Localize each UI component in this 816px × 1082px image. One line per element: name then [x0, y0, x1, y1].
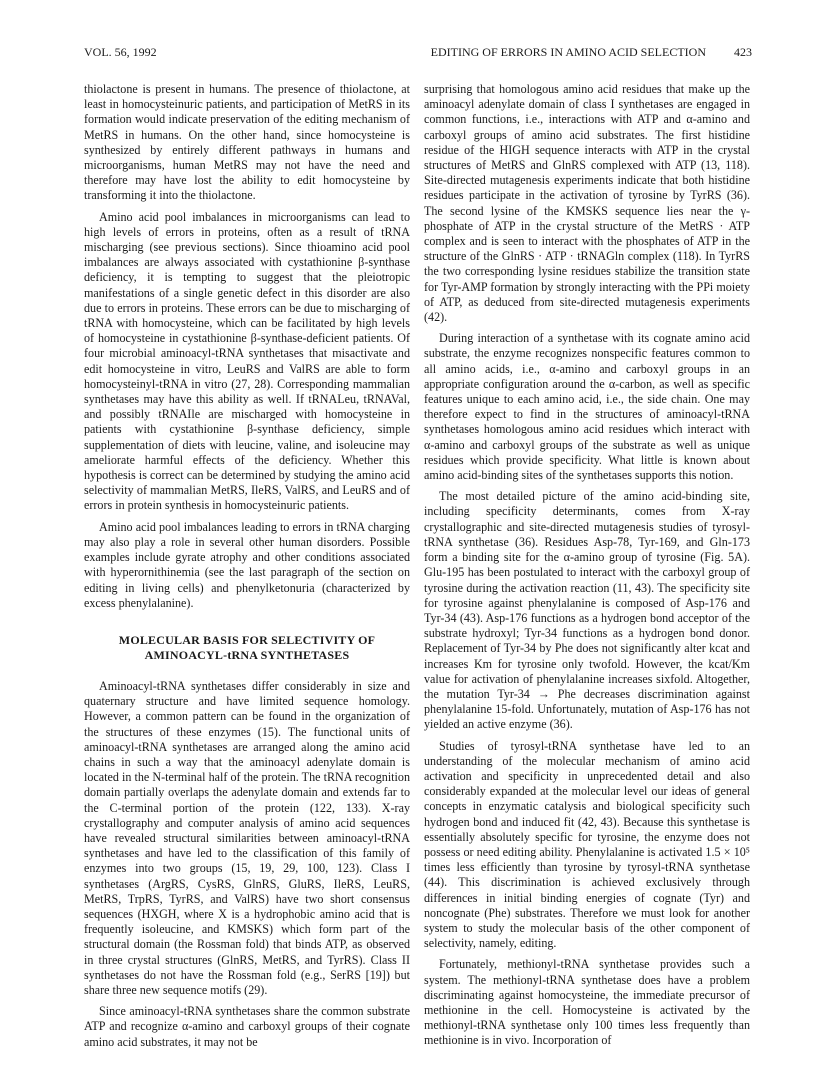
right-column [424, 82, 750, 1055]
paragraph: Amino acid pool imbalances leading to errors in tRNA charging may also play a role in several other human disorders. Possible examples include gyrate atrophy and other conditions associated with hyperornithinemia (see the last paragraph of the section on editing in living cells) and phenylketonuria (characterized by excess phenylalanine). [84, 519, 410, 610]
paragraph: Studies of tyrosyl-tRNA synthetase have led to an understanding of the molecular mechanism of amino acid activation and specificity in unprecedented detail and also considerably expanded at the molecular level our ideas of general concepts in enzymatic catalysis and biological specificity such hydrogen bond and induced fit (42, 43). Because this synthetase is essentially absolutely specific for tyrosine, the enzyme does not possess or need editing ability. Phenylalanine is activated 1.5 × 10⁵ times less efficiently than tyrosine by tyrosyl-tRNA synthetase (44). This discrimination is achieved exclusively through differences in initial binding energies of cognate (Tyr) and noncognate (Phe) substrates. Therefore we must look for another system to study the molecular basis of the other component of selectivity, namely, editing. [424, 738, 750, 951]
paragraph: thiolactone is present in humans. The presence of thiolactone, at least in homocysteinuric patients, and participation of MetRS in its formation would indicate preservation of the editing mechanism of MetRS in humans. On the other hand, since homocysteine is synthesized by entirely different pathways in humans and microorganisms, human MetRS may not have the need and therefore may have lost the ability to edit homocysteine by transforming it into the thiolactone. [84, 82, 410, 203]
paragraph: surprising that homologous amino acid residues that make up the aminoacyl adenylate domain of class I synthetases are engaged in common functions, i.e., interactions with ATP and α-amino and carboxyl groups of amino acid substrates. The first histidine residue of the HIGH sequence interacts with ATP in the crystal structures of MetRS and GlnRS complexed with ATP (13, 118). Site-directed mutagenesis experiments indicate that both histidine residues participate in the activation of tyrosine by TyrRS (36). The second lysine of the KMSKS sequence lies near the γ-phosphate of ATP in the crystal structure of the MetRS · ATP complex and is seen to interact with the phosphates of ATP in the structure of the GlnRS · ATP · tRNAGln complex (118). In TyrRS the two corresponding lysine residues stabilize the transition state for Tyr-AMP formation by strongly interacting with the PPi moiety of ATP, as deduced from site-directed mutagenesis experiments (42). [424, 82, 750, 325]
paragraph: During interaction of a synthetase with its cognate amino acid substrate, the enzyme recognizes nonspecific features common to all amino acids, i.e., α-amino and carboxyl groups in an appropriate configuration around the α-carbon, as well as specific features unique to each amino acid, i.e., the side chain. One may therefore expect to find in the structures of aminoacyl-tRNA synthetases homologous amino acid residues which interact with α-amino and carboxyl groups of the substrate as well as unique residues which provide specificity. What little is known about amino acid-binding sites of the synthetases supports this notion. [424, 331, 750, 483]
paragraph: Aminoacyl-tRNA synthetases differ considerably in size and quaternary structure and have limited sequence homology. However, a common pattern can be found in the organization of the structures of these enzymes (15). The functional units of aminoacyl-tRNA synthetases are arranged along the amino acid chains in such a way that the aminoacyl adenylate domain is located in the N-terminal half of the protein. The tRNA recognition domain partially overlaps the adenylate domain and extends far to the C-terminal portion of the protein (122, 133). X-ray crystallography and computer analysis of amino acid sequences have revealed structural similarities between aminoacyl-tRNA synthetases and have led to the classification of this family of enzymes into two groups (15, 19, 29, 100, 123). Class I synthetases (ArgRS, CysRS, GlnRS, GluRS, IleRS, LeuRS, MetRS, TrpRS, TyrRS, and ValRS) have two short consensus sequences (HXGH, where X is a hydrophobic amino acid that is frequently isoleucine, and KMSKS) which form part of the structural domain (the Rossman fold) that binds ATP, as observed in three crystal structures (GlnRS, MetRS, and TyrRS). Class II synthetases do not have the Rossman fold (e.g., SerRS [19]) but share three new sequence motifs (29). [84, 678, 410, 997]
volume-info: VOL. 56, 1992 [84, 45, 157, 59]
paragraph: Fortunately, methionyl-tRNA synthetase provides such a system. The methionyl-tRNA synthetase does have a problem discriminating against homocysteine, the immediate precursor of methionine in the cell. Homocysteine is activated by the methionyl-tRNA synthetase only 100 times less frequently than methionine is in vivo. Incorporation of [424, 957, 750, 1048]
running-title: EDITING OF ERRORS IN AMINO ACID SELECTION [430, 45, 706, 59]
page-number: 423 [734, 45, 752, 59]
header-right [431, 44, 752, 60]
left-column [84, 82, 410, 1056]
paragraph: Since aminoacyl-tRNA synthetases share the common substrate ATP and recognize α-amino and carboxyl groups of their cognate amino acid substrates, it may not be [84, 1004, 410, 1049]
section-heading-line: MOLECULAR BASIS FOR SELECTIVITY OF [118, 632, 376, 647]
section-heading-line: AMINOACYL-tRNA SYNTHETASES [144, 647, 350, 662]
paragraph: Amino acid pool imbalances in microorganisms can lead to high levels of errors in proteins, often as a result of tRNA mischarging (see previous sections). Since thioamino acid pool imbalances are always associated with cystathionine β-synthase deficiency, it is tempting to suggest that the pleiotropic manifestations of a single genetic defect in this disorder are also due to errors in proteins. These errors can be due to mischarging of tRNA with homocysteine, which can be facilitated by high levels of homocysteine in cystathionine β-synthase-deficient patients. Of four microbial aminoacyl-tRNA synthetases that misactivate and edit homocysteine in vitro, LeuRS and ValRS are able to form homocysteinyl-tRNA in vitro (27, 28). Corresponding mammalian synthetases may have this ability as well. If tRNALeu, tRNAVal, and possibly tRNAIle are mischarged with homocysteine in patients with cystathionine β-synthase deficiency, simple supplementation of diets with leucine, valine, and isoleucine may ameliorate harmful effects of the deficiency. Whether this hypothesis is correct can be determined by studying the amino acid selectivity of mammalian MetRS, IleRS, ValRS, and LeuRS and of errors in protein synthesis in homocysteinuric patients. [84, 209, 410, 513]
paragraph: The most detailed picture of the amino acid-binding site, including specificity determinants, comes from X-ray crystallographic and site-directed mutagenesis studies of tyrosyl-tRNA synthetase (36). Residues Asp-78, Tyr-169, and Gln-173 form a binding site for the α-amino group of tyrosine (Fig. 5A). Glu-195 has been postulated to interact with the carboxyl group of tyrosine during the activation reaction (11, 43). The specificity site for tyrosine against phenylalanine is composed of Asp-176 and Tyr-34 (43). Asp-176 functions as a hydrogen bond acceptor of the substrate hydroxyl; Tyr-34 functions as a hydrogen bond donor. Replacement of Tyr-34 by Phe does not significantly alter kcat and increases Km for tyrosine only twofold. However, the kcat/Km value for activation of phenylalanine increases sixfold. Altogether, the mutation Tyr-34 → Phe decreases discrimination against phenylalanine 15-fold. Unfortunately, mutation of Asp-176 has not yielded an active enzyme (36). [424, 489, 750, 732]
running-header [84, 44, 752, 62]
section-heading [84, 633, 410, 663]
